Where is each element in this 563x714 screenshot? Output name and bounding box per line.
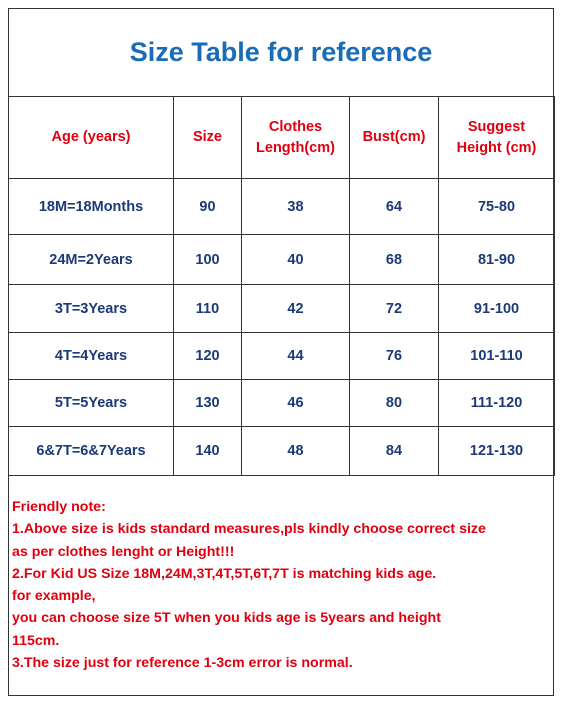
cell-age: 24M=2Years (9, 235, 174, 285)
cell-suggest-height: 75-80 (439, 179, 555, 235)
cell-size: 120 (174, 333, 242, 380)
cell-suggest-height: 111-120 (439, 380, 555, 427)
cell-clothes-length: 42 (242, 285, 350, 333)
cell-bust: 72 (350, 285, 439, 333)
header-size-line1: Size (192, 129, 222, 145)
note-line: 1.Above size is kids standard measures,pls kindly choose correct size (12, 521, 486, 538)
table-row (9, 285, 555, 333)
note-line: 3.The size just for reference 1-3cm error is normal. (12, 655, 353, 672)
header-clothes-length (242, 97, 350, 179)
cell-size: 100 (174, 235, 242, 285)
note-line: 2.For Kid US Size 18M,24M,3T,4T,5T,6T,7T is matching kids age. (12, 565, 437, 582)
cell-size: 140 (174, 427, 242, 476)
cell-bust: 76 (350, 333, 439, 380)
cell-bust: 84 (350, 427, 439, 476)
cell-suggest-height: 91-100 (439, 285, 555, 333)
cell-size: 90 (174, 179, 242, 235)
cell-age: 4T=4Years (9, 333, 174, 380)
header-age (9, 97, 174, 179)
header-suggest-height-line2: Height (cm) (456, 139, 537, 156)
cell-clothes-length: 44 (242, 333, 350, 380)
table-row (9, 380, 555, 427)
table-row (9, 179, 555, 235)
cell-age: 18M=18Months (9, 179, 174, 235)
cell-age: 6&7T=6&7Years (9, 427, 174, 476)
note-line: 115cm. (12, 632, 60, 649)
cell-age: 3T=3Years (9, 285, 174, 333)
table-row (9, 333, 555, 380)
note-line: as per clothes lenght or Height!!! (12, 543, 235, 560)
cell-bust: 64 (350, 179, 439, 235)
table-row (9, 427, 555, 476)
cell-suggest-height: 101-110 (439, 333, 555, 380)
cell-bust: 68 (350, 235, 439, 285)
note-line: you can choose size 5T when you kids age is 5years and height (12, 610, 441, 627)
cell-suggest-height: 121-130 (439, 427, 555, 476)
header-suggest-height-line1: Suggest (467, 118, 526, 135)
cell-size: 130 (174, 380, 242, 427)
header-bust (350, 97, 439, 179)
table-header-row (9, 97, 555, 179)
cell-size: 110 (174, 285, 242, 333)
cell-clothes-length: 46 (242, 380, 350, 427)
header-clothes-length-line1: Clothes (268, 118, 323, 135)
size-table (8, 96, 555, 476)
cell-clothes-length: 38 (242, 179, 350, 235)
cell-clothes-length: 48 (242, 427, 350, 476)
header-suggest-height (439, 97, 555, 179)
note-heading: Friendly note: (12, 499, 106, 515)
header-clothes-length-line2: Length(cm) (256, 139, 335, 156)
cell-suggest-height: 81-90 (439, 235, 555, 285)
friendly-note (12, 496, 552, 674)
cell-bust: 80 (350, 380, 439, 427)
table-row (9, 235, 555, 285)
cell-age: 5T=5Years (9, 380, 174, 427)
note-line: for example, (12, 588, 96, 605)
cell-clothes-length: 40 (242, 235, 350, 285)
header-bust-line1: Bust(cm) (362, 129, 426, 145)
header-age-line1: Age (years) (51, 129, 131, 145)
header-size (174, 97, 242, 179)
page-title: Size Table for reference (8, 8, 554, 97)
